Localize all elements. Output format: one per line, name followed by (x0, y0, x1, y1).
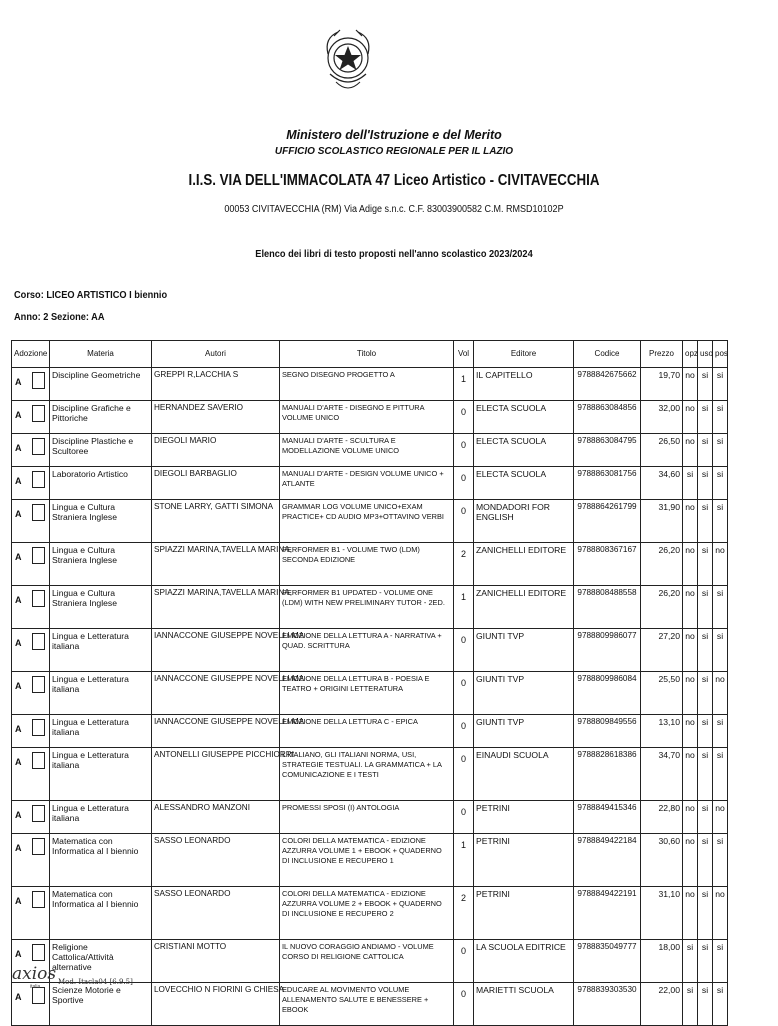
axios-logo: axios (12, 964, 57, 984)
titolo-cell: MANUALI D'ARTE - DESIGN VOLUME UNICO + ATLANTE (280, 467, 454, 500)
autori-cell: LOVECCHIO N FIORINI G CHIESA (152, 983, 280, 1026)
adozione-checkbox[interactable] (32, 405, 45, 422)
editore-cell: IL CAPITELLO (474, 368, 574, 401)
editore-cell: MONDADORI FOR ENGLISH (474, 500, 574, 543)
uso-cell: si (698, 672, 713, 715)
adozione-checkbox[interactable] (32, 719, 45, 736)
adozione-cell (12, 586, 50, 629)
vol-cell: 0 (454, 467, 474, 500)
autori-cell: STONE LARRY, GATTI SIMONA (152, 500, 280, 543)
editore-cell: ZANICHELLI EDITORE (474, 543, 574, 586)
titolo-cell: EMOZIONE DELLA LETTURA A - NARRATIVA + QUAD. SCRITTURA (280, 629, 454, 672)
prezzo-cell: 19,70 (641, 368, 683, 401)
adozione-checkbox[interactable] (32, 590, 45, 607)
adozione-code: A (15, 757, 22, 767)
editore-cell: EINAUDI SCUOLA (474, 748, 574, 801)
autori-cell: IANNACCONE GIUSEPPE NOVELLI MA (152, 672, 280, 715)
textbook-table (11, 340, 728, 1026)
materia-cell: Lingua e Letteratura italiana (50, 748, 152, 801)
codice-cell: 9788808488558 (574, 586, 641, 629)
autori-cell: IANNACCONE GIUSEPPE NOVELLI MA (152, 629, 280, 672)
adozione-code: A (15, 443, 22, 453)
pos-cell: si (713, 467, 728, 500)
pos-cell: si (713, 715, 728, 748)
titolo-cell: MANUALI D'ARTE - DISEGNO E PITTURA VOLUME UNICO (280, 401, 454, 434)
opz-cell: no (683, 401, 698, 434)
materia-cell: Lingua e Letteratura italiana (50, 629, 152, 672)
vol-cell: 1 (454, 834, 474, 887)
pos-cell: no (713, 887, 728, 940)
uso-cell: si (698, 586, 713, 629)
prezzo-cell: 26,20 (641, 543, 683, 586)
ministry-name: Ministero dell'Istruzione e del Merito (286, 128, 502, 142)
uso-cell: si (698, 940, 713, 983)
adozione-code: A (15, 509, 22, 519)
pos-cell: si (713, 368, 728, 401)
table-row (12, 586, 728, 629)
prezzo-cell: 22,80 (641, 801, 683, 834)
materia-cell: Scienze Motorie e Sportive (50, 983, 152, 1026)
autori-cell: SPIAZZI MARINA,TAVELLA MARINA, (152, 586, 280, 629)
table-row (12, 401, 728, 434)
table-header-row (12, 341, 728, 368)
autori-cell: SPIAZZI MARINA,TAVELLA MARINA, (152, 543, 280, 586)
course-label: Corso: LICEO ARTISTICO I biennio (14, 289, 168, 301)
vol-cell: 1 (454, 586, 474, 629)
prezzo-cell: 32,00 (641, 401, 683, 434)
column-header: Materia (50, 341, 152, 368)
opz-cell: no (683, 834, 698, 887)
codice-cell: 9788839303530 (574, 983, 641, 1026)
opz-cell: no (683, 543, 698, 586)
adozione-checkbox[interactable] (32, 547, 45, 564)
editore-cell: MARIETTI SCUOLA (474, 983, 574, 1026)
autori-cell: ALESSANDRO MANZONI (152, 801, 280, 834)
pos-cell: si (713, 586, 728, 629)
opz-cell: no (683, 368, 698, 401)
adozione-cell (12, 629, 50, 672)
titolo-cell: PERFORMER B1 UPDATED - VOLUME ONE (LDM) WITH NEW PRELIMINARY TUTOR - 2ED. (280, 586, 454, 629)
titolo-cell: L'ITALIANO, GLI ITALIANI NORMA, USI, STRATEGIE TESTUALI. LA GRAMMATICA + LA COMUNICAZIONE E I TESTI (280, 748, 454, 801)
opz-cell: si (683, 983, 698, 1026)
vol-cell: 0 (454, 629, 474, 672)
pos-cell: si (713, 401, 728, 434)
editore-cell: GIUNTI TVP (474, 715, 574, 748)
table-row (12, 887, 728, 940)
prezzo-cell: 22,00 (641, 983, 683, 1026)
school-address: 00053 CIVITAVECCHIA (RM) Via Adige s.n.c. C.F. 83003900582 C.M. RMSD10102P (224, 204, 564, 215)
materia-cell: Discipline Plastiche e Scultoree (50, 434, 152, 467)
titolo-cell: COLORI DELLA MATEMATICA - EDIZIONE AZZURRA VOLUME 1 + EBOOK + QUADERNO DI INCLUSIONE E RECUPERO 1 (280, 834, 454, 887)
materia-cell: Religione Cattolica/Attività alternative (50, 940, 152, 983)
adozione-checkbox[interactable] (32, 438, 45, 455)
vol-cell: 0 (454, 748, 474, 801)
prezzo-cell: 18,00 (641, 940, 683, 983)
uso-cell: si (698, 401, 713, 434)
autori-cell: DIEGOLI MARIO (152, 434, 280, 467)
adozione-code: A (15, 595, 22, 605)
pos-cell: si (713, 434, 728, 467)
opz-cell: no (683, 715, 698, 748)
titolo-cell: PERFORMER B1 - VOLUME TWO (LDM) SECONDA EDIZIONE (280, 543, 454, 586)
column-header: pos (713, 341, 728, 368)
editore-cell: PETRINI (474, 834, 574, 887)
vol-cell: 0 (454, 983, 474, 1026)
column-header: opz (683, 341, 698, 368)
adozione-checkbox[interactable] (32, 838, 45, 855)
materia-cell: Discipline Grafiche e Pittoriche (50, 401, 152, 434)
uso-cell: si (698, 801, 713, 834)
adozione-cell (12, 368, 50, 401)
vol-cell: 0 (454, 801, 474, 834)
opz-cell: no (683, 887, 698, 940)
materia-cell: Lingua e Cultura Straniera Inglese (50, 586, 152, 629)
table-row (12, 834, 728, 887)
pos-cell: si (713, 500, 728, 543)
titolo-cell: EMOZIONE DELLA LETTURA B - POESIA E TEATRO + ORIGINI LETTERATURA (280, 672, 454, 715)
adozione-cell (12, 434, 50, 467)
table-row (12, 748, 728, 801)
titolo-cell: COLORI DELLA MATEMATICA - EDIZIONE AZZURRA VOLUME 2 + EBOOK + QUADERNO DI INCLUSIONE E RECUPERO 2 (280, 887, 454, 940)
pos-cell: no (713, 801, 728, 834)
codice-cell: 9788849415346 (574, 801, 641, 834)
materia-cell: Matematica con Informatica al I biennio (50, 834, 152, 887)
school-name: I.I.S. VIA DELL'IMMACOLATA 47 Liceo Artistico - CIVITAVECCHIA (188, 172, 600, 189)
table-row (12, 940, 728, 983)
column-header: Prezzo (641, 341, 683, 368)
adozione-cell (12, 715, 50, 748)
uso-cell: si (698, 629, 713, 672)
autori-cell: HERNANDEZ SAVERIO (152, 401, 280, 434)
adozione-cell (12, 748, 50, 801)
pos-cell: no (713, 672, 728, 715)
prezzo-cell: 34,70 (641, 748, 683, 801)
vol-cell: 2 (454, 887, 474, 940)
column-header: Vol (454, 341, 474, 368)
adozione-code: A (15, 724, 22, 734)
codice-cell: 9788864261799 (574, 500, 641, 543)
codice-cell: 9788809986077 (574, 629, 641, 672)
materia-cell: Lingua e Letteratura italiana (50, 715, 152, 748)
adozione-cell (12, 801, 50, 834)
editore-cell: ELECTA SCUOLA (474, 467, 574, 500)
autori-cell: SASSO LEONARDO (152, 887, 280, 940)
titolo-cell: EDUCARE AL MOVIMENTO VOLUME ALLENAMENTO SALUTE E BENESSERE + EBOOK (280, 983, 454, 1026)
form-code: Mod. Itacla04 [6.9.5] (58, 978, 133, 986)
vol-cell: 2 (454, 543, 474, 586)
titolo-cell: IL NUOVO CORAGGIO ANDIAMO - VOLUME CORSO DI RELIGIONE CATTOLICA (280, 940, 454, 983)
table-row (12, 801, 728, 834)
codice-cell: 9788842675662 (574, 368, 641, 401)
codice-cell: 9788849422184 (574, 834, 641, 887)
adozione-checkbox[interactable] (32, 676, 45, 693)
codice-cell: 9788849422191 (574, 887, 641, 940)
autori-cell: ANTONELLI GIUSEPPE PICCHIORRI (152, 748, 280, 801)
opz-cell: no (683, 586, 698, 629)
adozione-cell (12, 834, 50, 887)
uso-cell: si (698, 983, 713, 1026)
editore-cell: LA SCUOLA EDITRICE (474, 940, 574, 983)
column-header: Adozione (12, 341, 50, 368)
titolo-cell: EMOZIONE DELLA LETTURA C - EPICA (280, 715, 454, 748)
adozione-code: A (15, 949, 22, 959)
table-row (12, 715, 728, 748)
adozione-cell (12, 401, 50, 434)
prezzo-cell: 27,20 (641, 629, 683, 672)
materia-cell: Lingua e Letteratura italiana (50, 672, 152, 715)
opz-cell: no (683, 500, 698, 543)
codice-cell: 9788863084856 (574, 401, 641, 434)
opz-cell: si (683, 467, 698, 500)
pos-cell: si (713, 983, 728, 1026)
uso-cell: si (698, 467, 713, 500)
adozione-code: A (15, 896, 22, 906)
uso-cell: si (698, 434, 713, 467)
table-row (12, 983, 728, 1026)
adozione-code: A (15, 843, 22, 853)
editore-cell: ELECTA SCUOLA (474, 401, 574, 434)
autori-cell: SASSO LEONARDO (152, 834, 280, 887)
opz-cell: si (683, 940, 698, 983)
column-header: Autori (152, 341, 280, 368)
uso-cell: si (698, 368, 713, 401)
prezzo-cell: 26,20 (641, 586, 683, 629)
adozione-code: A (15, 410, 22, 420)
editore-cell: GIUNTI TVP (474, 629, 574, 672)
prezzo-cell: 30,60 (641, 834, 683, 887)
editore-cell: ZANICHELLI EDITORE (474, 586, 574, 629)
adozione-checkbox[interactable] (32, 752, 45, 769)
table-row (12, 467, 728, 500)
materia-cell: Matematica con Informatica al I biennio (50, 887, 152, 940)
codice-cell: 9788809986084 (574, 672, 641, 715)
vol-cell: 0 (454, 434, 474, 467)
adozione-cell (12, 543, 50, 586)
codice-cell: 9788863081756 (574, 467, 641, 500)
pos-cell: si (713, 834, 728, 887)
uso-cell: si (698, 748, 713, 801)
table-row (12, 543, 728, 586)
adozione-code: A (15, 552, 22, 562)
codice-cell: 9788808367167 (574, 543, 641, 586)
uso-cell: si (698, 500, 713, 543)
adozione-code: A (15, 476, 22, 486)
opz-cell: no (683, 801, 698, 834)
uso-cell: si (698, 887, 713, 940)
uso-cell: si (698, 834, 713, 887)
titolo-cell: PROMESSI SPOSI (I) ANTOLOGIA (280, 801, 454, 834)
prezzo-cell: 25,50 (641, 672, 683, 715)
table-row (12, 368, 728, 401)
opz-cell: no (683, 629, 698, 672)
column-header: Titolo (280, 341, 454, 368)
autori-cell: DIEGOLI BARBAGLIO (152, 467, 280, 500)
prezzo-cell: 13,10 (641, 715, 683, 748)
materia-cell: Lingua e Cultura Straniera Inglese (50, 543, 152, 586)
column-header: Codice (574, 341, 641, 368)
adozione-code: A (15, 810, 22, 820)
uso-cell: si (698, 715, 713, 748)
editore-cell: PETRINI (474, 801, 574, 834)
adozione-checkbox[interactable] (32, 891, 45, 908)
table-row (12, 500, 728, 543)
titolo-cell: MANUALI D'ARTE - SCULTURA E MODELLAZIONE VOLUME UNICO (280, 434, 454, 467)
year-section-label: Anno: 2 Sezione: AA (14, 311, 105, 323)
adozione-code: A (15, 681, 22, 691)
adozione-checkbox[interactable] (32, 504, 45, 521)
opz-cell: no (683, 672, 698, 715)
pos-cell: si (713, 748, 728, 801)
autori-cell: GREPPI R,LACCHIA S (152, 368, 280, 401)
titolo-cell: GRAMMAR LOG VOLUME UNICO+EXAM PRACTICE+ CD AUDIO MP3+OTTAVINO VERBI (280, 500, 454, 543)
prezzo-cell: 26,50 (641, 434, 683, 467)
prezzo-cell: 34,60 (641, 467, 683, 500)
regional-office: UFFICIO SCOLASTICO REGIONALE PER IL LAZIO (274, 146, 514, 157)
editore-cell: PETRINI (474, 887, 574, 940)
vol-cell: 0 (454, 401, 474, 434)
axios-logo-subtitle: italia (30, 984, 41, 990)
materia-cell: Laboratorio Artistico (50, 467, 152, 500)
adozione-checkbox[interactable] (32, 633, 45, 650)
titolo-cell: SEGNO DISEGNO PROGETTO A (280, 368, 454, 401)
adozione-code: A (15, 638, 22, 648)
adozione-cell (12, 672, 50, 715)
pos-cell: si (713, 940, 728, 983)
adozione-cell (12, 467, 50, 500)
adozione-cell (12, 887, 50, 940)
pos-cell: si (713, 629, 728, 672)
adozione-code: A (15, 377, 22, 387)
codice-cell: 9788809849556 (574, 715, 641, 748)
vol-cell: 0 (454, 940, 474, 983)
adozione-code: A (15, 992, 22, 1002)
column-header: uso (698, 341, 713, 368)
adozione-checkbox[interactable] (32, 471, 45, 488)
vol-cell: 1 (454, 368, 474, 401)
materia-cell: Discipline Geometriche (50, 368, 152, 401)
uso-cell: si (698, 543, 713, 586)
adozione-checkbox[interactable] (32, 944, 45, 961)
autori-cell: IANNACCONE GIUSEPPE NOVELLI MA (152, 715, 280, 748)
codice-cell: 9788835049777 (574, 940, 641, 983)
editore-cell: ELECTA SCUOLA (474, 434, 574, 467)
codice-cell: 9788863084795 (574, 434, 641, 467)
column-header: Editore (474, 341, 574, 368)
opz-cell: no (683, 748, 698, 801)
materia-cell: Lingua e Letteratura italiana (50, 801, 152, 834)
opz-cell: no (683, 434, 698, 467)
document-title: Elenco dei libri di testo proposti nell'anno scolastico 2023/2024 (255, 248, 533, 260)
adozione-checkbox[interactable] (32, 805, 45, 822)
vol-cell: 0 (454, 500, 474, 543)
adozione-cell (12, 500, 50, 543)
vol-cell: 0 (454, 715, 474, 748)
editore-cell: GIUNTI TVP (474, 672, 574, 715)
pos-cell: no (713, 543, 728, 586)
italian-republic-emblem-icon (318, 24, 378, 96)
adozione-checkbox[interactable] (32, 372, 45, 389)
table-row (12, 629, 728, 672)
table-row (12, 672, 728, 715)
codice-cell: 9788828618386 (574, 748, 641, 801)
vol-cell: 0 (454, 672, 474, 715)
prezzo-cell: 31,10 (641, 887, 683, 940)
table-row (12, 434, 728, 467)
materia-cell: Lingua e Cultura Straniera Inglese (50, 500, 152, 543)
autori-cell: CRISTIANI MOTTO (152, 940, 280, 983)
prezzo-cell: 31,90 (641, 500, 683, 543)
